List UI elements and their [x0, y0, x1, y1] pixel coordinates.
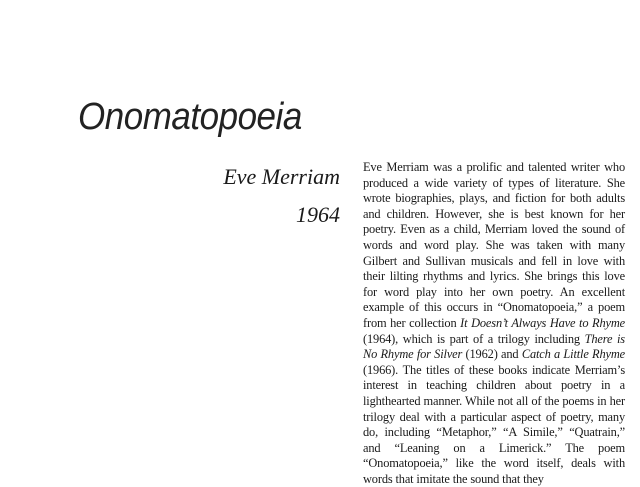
book-title-3: Catch a Little Rhyme: [521, 347, 625, 362]
body-text-segment: (1964), which is part of a trilogy including: [363, 331, 585, 346]
publication-year: 1964: [296, 202, 340, 227]
body-text-segment: (1966). The titles of these books indicate Merriam’s interest in teaching children about poetry in a lighthearted manner. While not all of the poems in her trilogy deal with a particular aspect of poetry, many do, including “Metaphor,” “A Simile,” “Quatrain,” and “Leaning on a Limerick.” The poem “Onomatopoeia,” like the word itself, deals with words that imitate the sound that they: [363, 362, 625, 486]
page-title: Onomatopoeia: [78, 96, 302, 138]
body-column: [363, 160, 625, 486]
book-title-1: It Doesn’t Always Have to Rhyme: [460, 315, 625, 330]
body-paragraph: [363, 160, 625, 487]
body-text-segment: (1962) and: [462, 347, 522, 362]
body-text-segment: Eve Merriam was a prolific and talented writer who produced a wide variety of types of literature. She wrote biographies, plays, and fiction for both adults and children. However, she is best known for her poetry. Even as a child, Merriam loved the sound of words and word play. She was taken with many Gilbert and Sullivan musicals and fell in love with their lilting rhythms and lyrics. She brings this love for word play into her own poetry. An excellent example of this occurs in “Onomatopoeia,” a poem from her collection: [363, 160, 625, 330]
book-title-2: There is No Rhyme for Silver: [363, 331, 625, 362]
author-name: Eve Merriam: [223, 164, 340, 189]
